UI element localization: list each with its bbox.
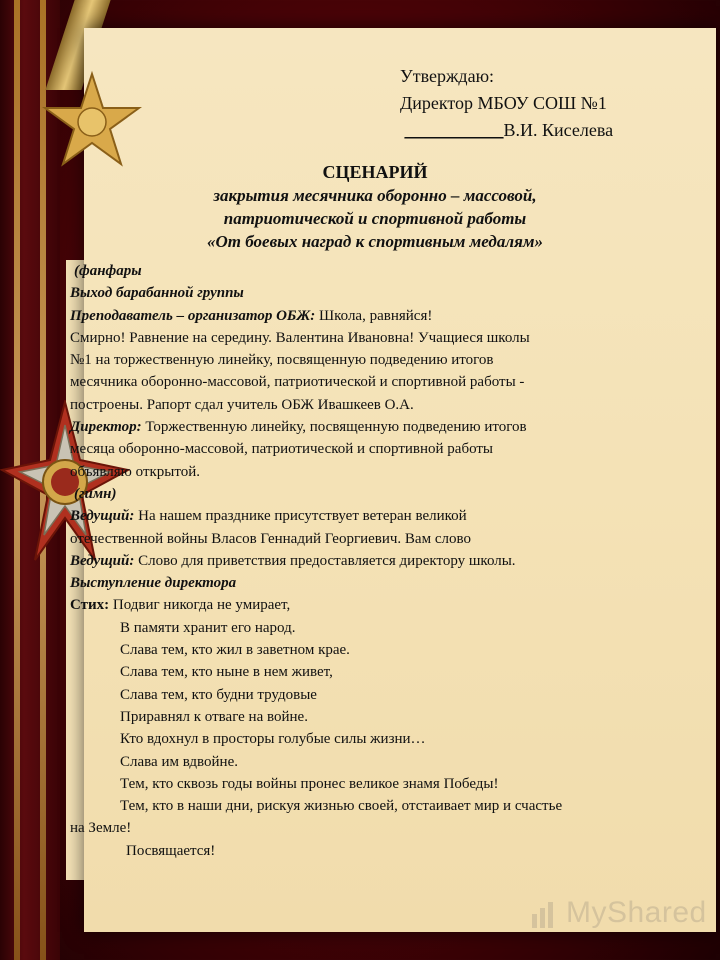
stage-direction: (гимн) (74, 485, 117, 502)
myshared-logo-icon (528, 898, 562, 932)
script-line (70, 594, 682, 616)
speaker-role: Ведущий: (70, 552, 135, 569)
speech-text: отечественной войны Власов Геннадий Георгиевич. Вам слово (70, 530, 471, 547)
speaker-role: Ведущий: (70, 508, 135, 525)
watermark-text: MyShared (566, 896, 707, 929)
signature-line: ___________ (404, 120, 504, 140)
speech-text: построены. Рапорт сдал учитель ОБЖ Ивашкеев О.А. (70, 396, 414, 413)
stage-direction: (фанфары (74, 263, 142, 279)
subtitle-line: закрытия месячника оборонно – массовой, (213, 186, 537, 205)
approval-director: Директор МБОУ СОШ №1 (400, 93, 607, 113)
speech-text: №1 на торжественную линейку, посвященную подведению итогов (70, 352, 494, 369)
speech-text: Смирно! Равнение на середину. Валентина Ивановна! Учащиеся школы (70, 329, 530, 346)
poem-line: Посвящается! (126, 842, 216, 859)
script-body (70, 260, 682, 862)
speaker-role: Преподаватель – организатор ОБЖ: (70, 307, 316, 324)
poem-line: Слава тем, кто ныне в нем живет, (120, 664, 333, 681)
script-line (70, 505, 682, 527)
poem-line: Тем, кто сквозь годы войны пронес великое знамя Победы! (120, 775, 499, 792)
approval-line: Утверждаю: (400, 66, 495, 86)
gold-star-medal-icon (42, 70, 142, 170)
speech-text: месячника оборонно-массовой, патриотической и спортивной работы - (70, 374, 525, 391)
script-line (70, 416, 682, 438)
speaker-role: Директор: (70, 419, 142, 436)
speech-text: На нашем празднике присутствует ветеран великой (134, 508, 467, 525)
poem-line: на Земле! (70, 820, 132, 837)
stage-direction: Выход барабанной группы (70, 285, 244, 302)
subtitle-line: «От боевых наград к спортивным медалям» (207, 232, 543, 251)
speaker-role: Стих: (70, 597, 110, 614)
speech-text: Школа, равняйся! (315, 307, 433, 324)
speech-text: месяца оборонно-массовой, патриотической и спортивной работы (70, 441, 494, 458)
title-block (150, 160, 600, 253)
script-line (70, 550, 682, 572)
signature-name: В.И. Киселева (503, 120, 614, 140)
stage-direction: Выступление директора (70, 575, 237, 592)
subtitle-line: патриотической и спортивной работы (223, 209, 527, 228)
speech-text: Торжественную линейку, посвященную подведению итогов (141, 419, 527, 436)
poem-line: В памяти хранит его народ. (120, 619, 296, 636)
approval-block (400, 63, 613, 144)
poem-line: Приравнял к отваге на войне. (120, 708, 308, 725)
page-title: СЦЕНАРИЙ (322, 162, 428, 182)
approval-signature (400, 117, 613, 144)
poem-line: Тем, кто в наши дни, рискуя жизнью своей, отстаивает мир и счастье (120, 798, 563, 815)
poem-line: Слава им вдвойне. (120, 753, 238, 770)
poem-line: Слава тем, кто жил в заветном крае. (120, 642, 350, 659)
speech-text: объявляю открытой. (70, 463, 200, 480)
speech-text: Слово для приветствия предоставляется директору школы. (134, 552, 516, 569)
poem-line: Кто вдохнул в просторы голубые силы жизни… (120, 731, 426, 748)
poem-line: Слава тем, кто будни трудовые (120, 686, 317, 703)
poem-line: Подвиг никогда не умирает, (109, 597, 291, 614)
script-line (70, 305, 682, 327)
